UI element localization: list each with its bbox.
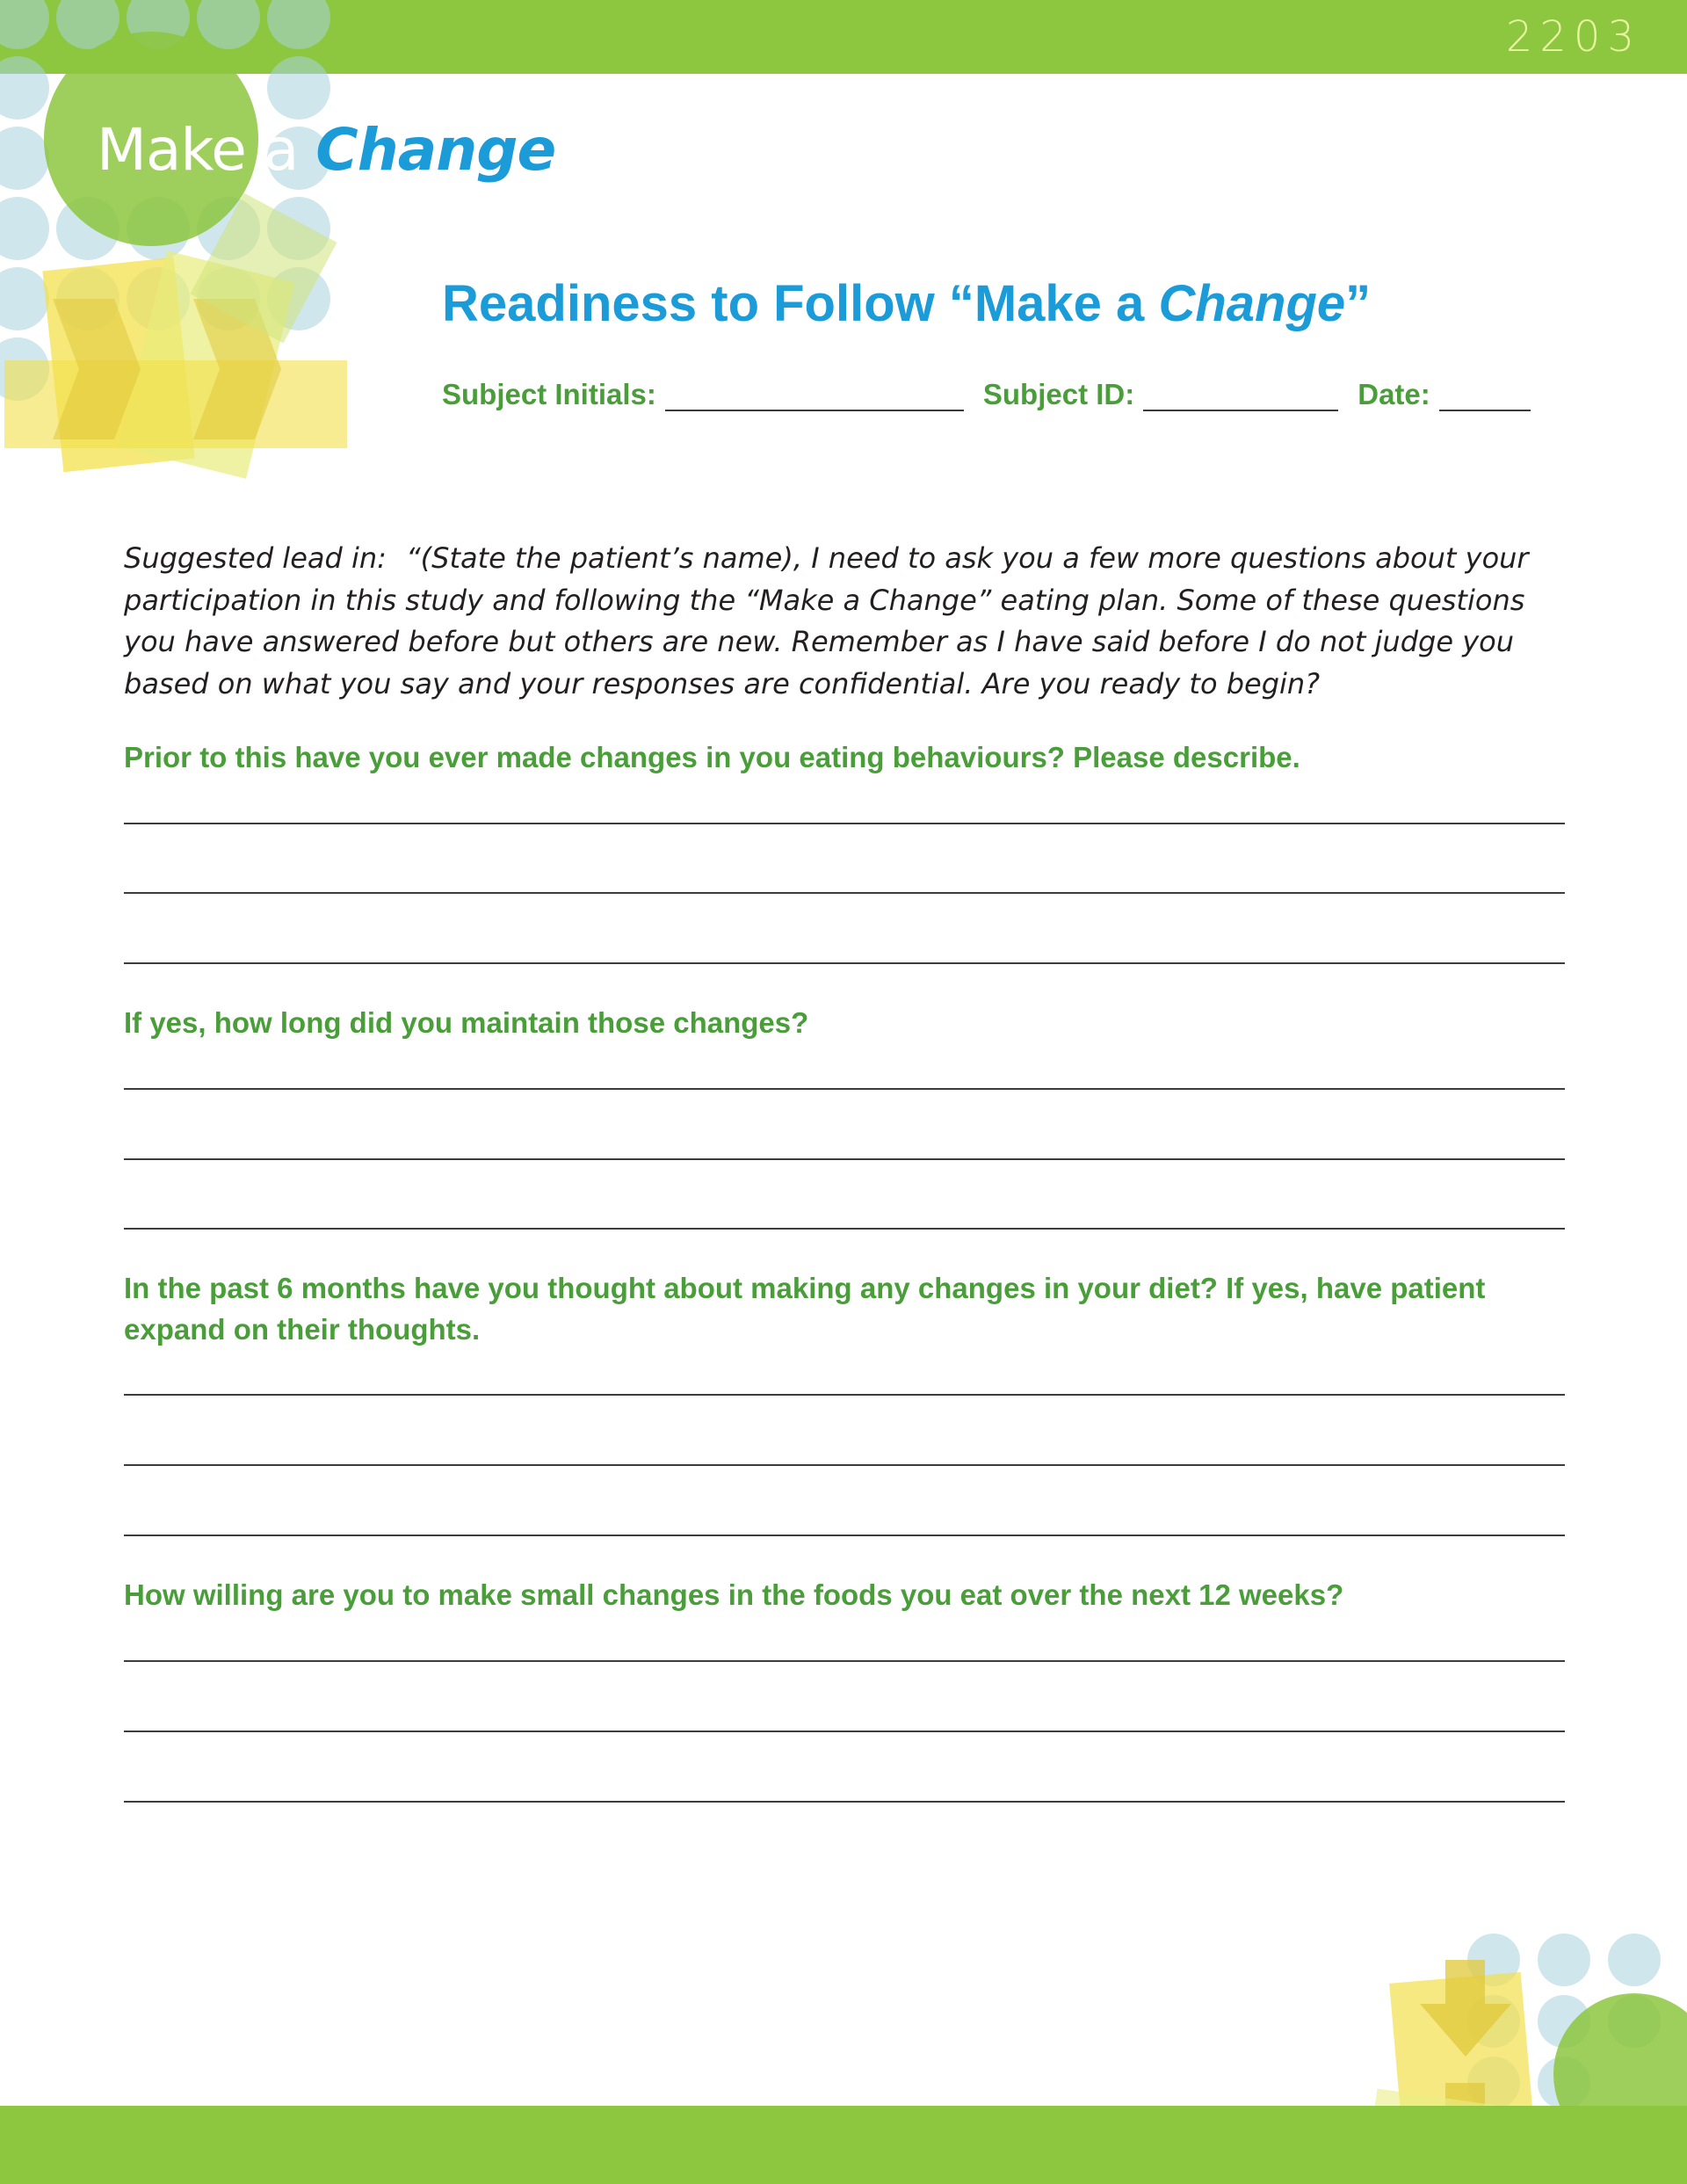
logo-text-make: Make a	[97, 116, 316, 184]
answer-line[interactable]	[124, 1801, 1565, 1803]
subject-initials-label: Subject Initials:	[442, 378, 656, 410]
question-3: In the past 6 months have you thought about making any changes in your diet? If yes, have patient expand on their thoughts.	[124, 1272, 1486, 1346]
page-title-prefix: Readiness to Follow “Make a	[442, 275, 1159, 332]
answer-line[interactable]	[124, 1394, 1565, 1396]
page-title-italic: Change	[1158, 275, 1346, 332]
answer-line[interactable]	[124, 1158, 1565, 1160]
lead-in-label: Suggested lead in:	[124, 541, 387, 575]
date-field[interactable]	[1439, 385, 1531, 411]
page-title	[442, 274, 1371, 333]
answer-line[interactable]	[124, 1731, 1565, 1732]
decorative-pattern-top	[0, 0, 369, 510]
lead-in-paragraph	[124, 538, 1574, 705]
brand-logo	[97, 116, 555, 184]
answer-line[interactable]	[124, 1464, 1565, 1466]
answer-line[interactable]	[124, 1535, 1565, 1536]
question-4: How willing are you to make small changes in the foods you eat over the next 12 weeks?	[124, 1578, 1344, 1611]
answer-line[interactable]	[124, 1660, 1565, 1662]
lead-in-text: “(State the patient’s name), I need to ask you a few more questions about your participation in this study and following the “Make a Change” eating plan. Some of these questions you have answered before but others are new. Remember as I have said before I do not judge you based on what you say and your responses are confidential. Are you ready to begin?	[124, 541, 1529, 700]
form-number: 2203	[1505, 12, 1641, 62]
answer-line[interactable]	[124, 962, 1565, 964]
subject-id-field[interactable]	[1143, 385, 1338, 411]
question-2: If yes, how long did you maintain those changes?	[124, 1006, 809, 1039]
answer-line[interactable]	[124, 892, 1565, 894]
question-1: Prior to this have you ever made changes in you eating behaviours? Please describe.	[124, 741, 1300, 773]
subject-initials-field[interactable]	[665, 385, 964, 411]
answer-line[interactable]	[124, 1228, 1565, 1230]
bottom-color-band	[0, 2106, 1687, 2184]
answer-line[interactable]	[124, 1088, 1565, 1090]
logo-text-change: Change	[315, 116, 556, 184]
subject-id-label: Subject ID:	[982, 378, 1135, 410]
date-label: Date:	[1358, 378, 1430, 410]
subject-fields-row	[442, 376, 1531, 411]
page-title-suffix: ”	[1345, 275, 1372, 332]
answer-line[interactable]	[124, 823, 1565, 824]
